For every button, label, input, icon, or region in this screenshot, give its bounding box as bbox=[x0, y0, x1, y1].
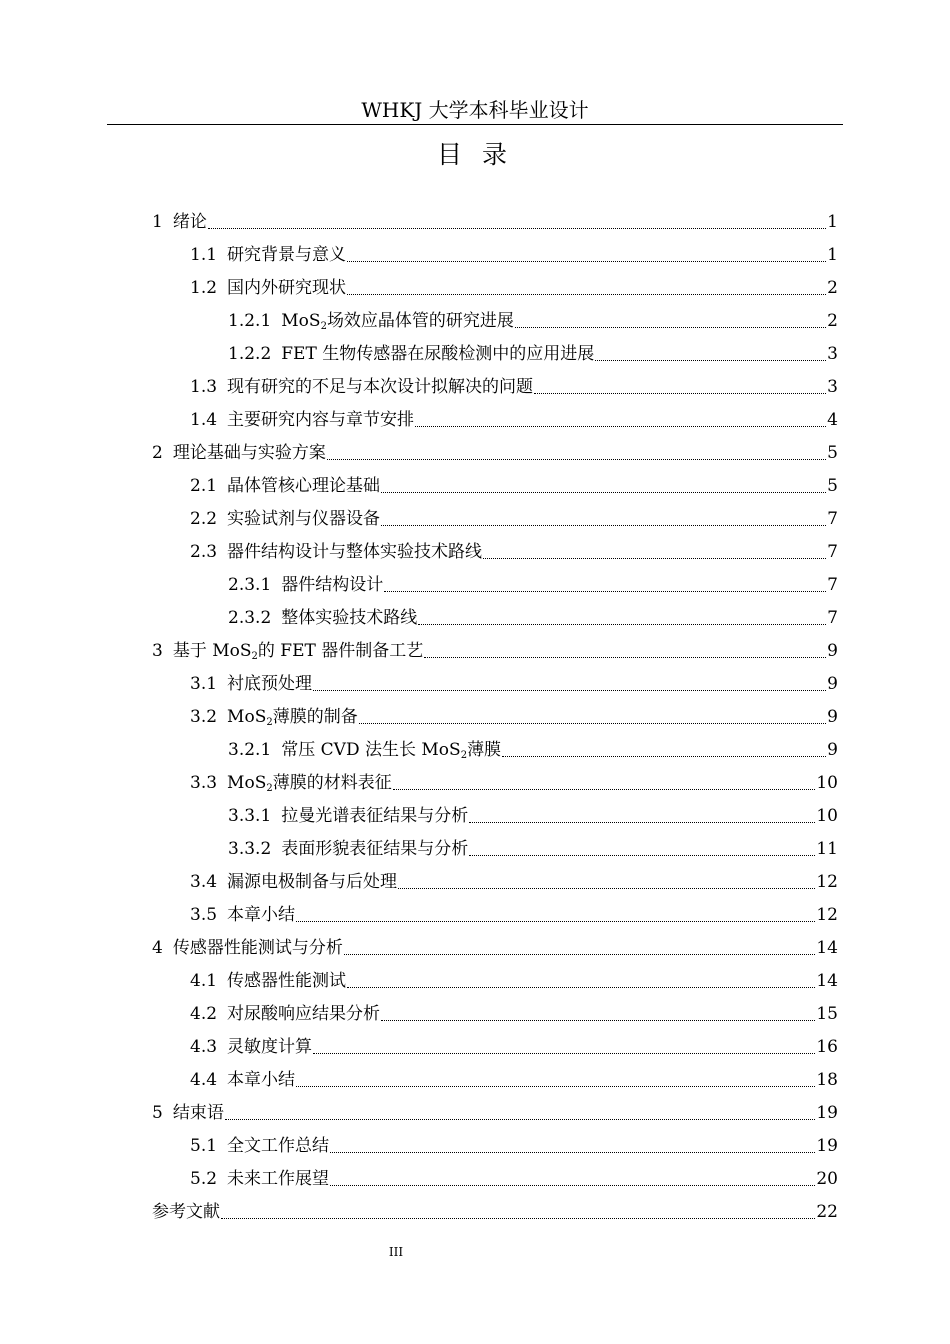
toc-dot-leader bbox=[327, 459, 826, 460]
table-of-contents bbox=[152, 205, 838, 1228]
toc-entry-page-number: 14 bbox=[816, 970, 838, 991]
toc-entry[interactable] bbox=[152, 865, 838, 898]
toc-entry-page-number: 3 bbox=[827, 376, 838, 397]
toc-entry-title bbox=[227, 244, 346, 266]
toc-dot-leader bbox=[313, 1053, 815, 1054]
page-title: 目 录 bbox=[437, 140, 513, 169]
toc-entry-title bbox=[152, 1201, 220, 1223]
toc-dot-leader bbox=[483, 558, 826, 559]
toc-dot-leader bbox=[347, 987, 815, 988]
toc-entry-page-number: 15 bbox=[816, 1003, 838, 1024]
toc-entry-title-text: 漏源电极制备与后处理 bbox=[227, 871, 398, 892]
toc-entry-subscript: 2 bbox=[266, 782, 273, 794]
toc-entry[interactable] bbox=[152, 997, 838, 1030]
toc-entry-title bbox=[227, 508, 380, 530]
toc-entry-number: 3.2.1 bbox=[228, 739, 272, 760]
toc-entry-title bbox=[227, 871, 397, 893]
toc-entry-title-text: 灵敏度计算 bbox=[227, 1036, 313, 1057]
toc-entry-page-number: 12 bbox=[816, 871, 838, 892]
toc-entry-title-text: 研究背景与意义 bbox=[227, 244, 347, 265]
toc-entry[interactable] bbox=[152, 502, 838, 535]
toc-entry-title bbox=[281, 838, 468, 860]
toc-entry-page-number: 10 bbox=[816, 805, 838, 826]
toc-entry-title bbox=[173, 937, 343, 959]
toc-entry-number: 1.3 bbox=[190, 376, 218, 397]
toc-dot-leader bbox=[384, 591, 826, 592]
toc-entry[interactable] bbox=[152, 898, 838, 931]
toc-entry-number: 4 bbox=[152, 937, 163, 958]
toc-entry-title-text: 本章小结 bbox=[227, 1069, 296, 1090]
toc-entry-page-number: 12 bbox=[816, 904, 838, 925]
toc-entry-title bbox=[281, 739, 501, 761]
toc-entry-number: 5.2 bbox=[190, 1168, 218, 1189]
toc-entry-number: 4.4 bbox=[190, 1069, 218, 1090]
toc-entry[interactable] bbox=[152, 799, 838, 832]
toc-entry-title-text: 实验试剂与仪器设备 bbox=[227, 508, 381, 529]
toc-entry[interactable] bbox=[152, 964, 838, 997]
toc-entry[interactable] bbox=[152, 1162, 838, 1195]
toc-dot-leader bbox=[469, 855, 815, 856]
toc-dot-leader bbox=[418, 624, 826, 625]
toc-entry-title bbox=[227, 409, 414, 431]
toc-dot-leader bbox=[344, 954, 816, 955]
toc-entry[interactable] bbox=[152, 1030, 838, 1063]
running-header: WHKJ 大学本科毕业设计 bbox=[361, 98, 589, 122]
toc-entry-title-text: 绪论 bbox=[172, 211, 207, 232]
toc-entry-number: 1.2.2 bbox=[228, 343, 272, 364]
toc-entry-title-text: 全文工作总结 bbox=[227, 1135, 330, 1156]
toc-entry-number: 3.2 bbox=[190, 706, 218, 727]
toc-entry-page-number: 7 bbox=[827, 607, 838, 628]
toc-entry[interactable] bbox=[152, 832, 838, 865]
toc-entry-page-number: 5 bbox=[827, 442, 838, 463]
toc-entry-number: 4.1 bbox=[190, 970, 218, 991]
toc-entry-page-number: 10 bbox=[816, 772, 838, 793]
toc-entry[interactable] bbox=[152, 436, 838, 469]
toc-entry-number: 2.3 bbox=[190, 541, 218, 562]
toc-entry-title-text: 器件结构设计 bbox=[281, 574, 384, 595]
toc-entry[interactable] bbox=[152, 931, 838, 964]
toc-entry[interactable] bbox=[152, 733, 838, 766]
toc-entry-page-number: 22 bbox=[816, 1201, 838, 1222]
toc-entry-title bbox=[281, 310, 514, 332]
toc-entry[interactable] bbox=[152, 634, 838, 667]
toc-entry-number: 5 bbox=[152, 1102, 163, 1123]
toc-entry-title-text: 参考文献 bbox=[152, 1201, 220, 1222]
toc-entry-page-number: 5 bbox=[827, 475, 838, 496]
toc-entry-title bbox=[227, 541, 482, 563]
toc-dot-leader bbox=[330, 1185, 815, 1186]
toc-entry-number: 1 bbox=[152, 211, 163, 232]
toc-dot-leader bbox=[296, 921, 815, 922]
toc-entry-title-text: 传感器性能测试与分析 bbox=[172, 937, 343, 958]
toc-dot-leader bbox=[381, 492, 826, 493]
toc-entry-number: 1.2 bbox=[190, 277, 218, 298]
toc-entry-subscript: 2 bbox=[266, 716, 273, 728]
toc-entry-number: 3.3.2 bbox=[228, 838, 272, 859]
toc-entry-title bbox=[281, 607, 417, 629]
toc-entry[interactable] bbox=[152, 667, 838, 700]
toc-dot-leader bbox=[225, 1119, 816, 1120]
toc-entry-title bbox=[227, 1135, 329, 1157]
toc-entry-page-number: 14 bbox=[816, 937, 838, 958]
toc-dot-leader bbox=[347, 261, 826, 262]
toc-dot-leader bbox=[313, 690, 826, 691]
toc-entry-page-number: 3 bbox=[827, 343, 838, 364]
toc-entry[interactable] bbox=[152, 304, 838, 337]
toc-entry-number: 1.2.1 bbox=[228, 310, 272, 331]
toc-entry-title-text: MoS bbox=[227, 706, 267, 727]
toc-entry-title bbox=[173, 1102, 224, 1124]
toc-dot-leader bbox=[347, 294, 826, 295]
toc-entry[interactable] bbox=[152, 1096, 838, 1129]
toc-entry-title bbox=[227, 1036, 312, 1058]
toc-dot-leader bbox=[208, 228, 826, 229]
toc-entry-number: 1.4 bbox=[190, 409, 218, 430]
toc-entry[interactable] bbox=[152, 535, 838, 568]
toc-entry-page-number: 7 bbox=[827, 508, 838, 529]
toc-entry-page-number: 7 bbox=[827, 574, 838, 595]
toc-entry-page-number: 9 bbox=[827, 706, 838, 727]
toc-entry-title-text: 拉曼光谱表征结果与分析 bbox=[281, 805, 469, 826]
toc-entry-title-text: 常压 CVD 法生长 MoS bbox=[281, 739, 461, 760]
toc-dot-leader bbox=[415, 426, 826, 427]
toc-entry-page-number: 2 bbox=[827, 277, 838, 298]
toc-entry[interactable] bbox=[152, 403, 838, 436]
toc-entry-title-text: 本章小结 bbox=[227, 904, 296, 925]
toc-entry-page-number: 11 bbox=[816, 838, 838, 859]
toc-entry[interactable] bbox=[152, 370, 838, 403]
toc-entry-subscript: 2 bbox=[320, 320, 327, 332]
toc-entry-number: 3 bbox=[152, 640, 163, 661]
toc-entry-title-text: 的 FET 器件制备工艺 bbox=[257, 640, 424, 661]
toc-entry-title-text: 薄膜的材料表征 bbox=[272, 772, 392, 793]
toc-entry-number: 2.2 bbox=[190, 508, 218, 529]
header-rule bbox=[107, 124, 843, 125]
toc-dot-leader bbox=[469, 822, 815, 823]
toc-entry[interactable] bbox=[152, 271, 838, 304]
toc-entry-title-text: 结束语 bbox=[172, 1102, 224, 1123]
toc-entry-number: 5.1 bbox=[190, 1135, 218, 1156]
toc-entry-title-text: 衬底预处理 bbox=[227, 673, 313, 694]
toc-entry-title-text: 对尿酸响应结果分析 bbox=[227, 1003, 381, 1024]
toc-entry-title-text: 薄膜的制备 bbox=[272, 706, 358, 727]
toc-entry-title bbox=[173, 640, 423, 662]
toc-entry-subscript: 2 bbox=[460, 749, 468, 761]
toc-entry-number: 3.3 bbox=[190, 772, 218, 793]
toc-dot-leader bbox=[515, 327, 826, 328]
toc-dot-leader bbox=[381, 1020, 815, 1021]
toc-entry-page-number: 20 bbox=[816, 1168, 838, 1189]
toc-dot-leader bbox=[595, 360, 826, 361]
toc-dot-leader bbox=[502, 756, 826, 757]
toc-entry-number: 2.3.2 bbox=[228, 607, 272, 628]
toc-entry-number: 3.3.1 bbox=[228, 805, 272, 826]
toc-entry-page-number: 9 bbox=[827, 739, 838, 760]
toc-entry-title-text: 传感器性能测试 bbox=[227, 970, 347, 991]
toc-entry-number: 1.1 bbox=[190, 244, 218, 265]
toc-entry[interactable] bbox=[152, 205, 838, 238]
toc-entry-title bbox=[227, 1168, 329, 1190]
toc-entry-title bbox=[281, 574, 383, 596]
toc-entry-title-text: 晶体管核心理论基础 bbox=[227, 475, 381, 496]
toc-entry-title-text: 国内外研究现状 bbox=[227, 277, 347, 298]
toc-entry-title bbox=[173, 211, 207, 233]
toc-entry[interactable] bbox=[152, 238, 838, 271]
toc-entry-page-number: 19 bbox=[816, 1102, 838, 1123]
toc-entry[interactable] bbox=[152, 1063, 838, 1096]
toc-entry-title bbox=[281, 343, 594, 365]
toc-entry-title-text: 场效应晶体管的研究进展 bbox=[326, 310, 514, 331]
toc-entry-number: 4.3 bbox=[190, 1036, 218, 1057]
toc-entry-title-text: MoS bbox=[281, 310, 321, 331]
toc-entry-title bbox=[227, 277, 346, 299]
toc-entry[interactable] bbox=[152, 568, 838, 601]
toc-entry-title bbox=[227, 1069, 295, 1091]
toc-entry-number: 4.2 bbox=[190, 1003, 218, 1024]
toc-dot-leader bbox=[221, 1218, 815, 1219]
toc-entry-number: 2 bbox=[152, 442, 163, 463]
toc-entry-title bbox=[227, 673, 312, 695]
toc-entry-page-number: 18 bbox=[816, 1069, 838, 1090]
toc-entry-page-number: 7 bbox=[827, 541, 838, 562]
toc-entry-title-text: FET 生物传感器在尿酸检测中的应用进展 bbox=[281, 343, 595, 364]
toc-entry[interactable] bbox=[152, 601, 838, 634]
toc-entry-page-number: 9 bbox=[827, 673, 838, 694]
toc-entry-number: 3.1 bbox=[190, 673, 218, 694]
toc-entry-title-text: 未来工作展望 bbox=[227, 1168, 330, 1189]
toc-entry-page-number: 2 bbox=[827, 310, 838, 331]
toc-dot-leader bbox=[398, 888, 815, 889]
toc-dot-leader bbox=[393, 789, 816, 790]
toc-entry-title-text: 主要研究内容与章节安排 bbox=[227, 409, 415, 430]
page-number-footer: III bbox=[388, 1245, 404, 1259]
toc-entry-number: 3.5 bbox=[190, 904, 218, 925]
toc-entry-page-number: 16 bbox=[816, 1036, 838, 1057]
toc-dot-leader bbox=[424, 657, 826, 658]
toc-entry-title-text: 理论基础与实验方案 bbox=[172, 442, 326, 463]
toc-entry-title bbox=[227, 475, 380, 497]
toc-entry-title bbox=[227, 772, 392, 794]
toc-entry[interactable] bbox=[152, 337, 838, 370]
toc-entry-title bbox=[227, 706, 358, 728]
toc-entry-page-number: 1 bbox=[827, 244, 838, 265]
toc-entry-title bbox=[227, 970, 346, 992]
toc-entry-number: 2.1 bbox=[190, 475, 218, 496]
toc-entry-number: 2.3.1 bbox=[228, 574, 272, 595]
toc-entry[interactable] bbox=[152, 469, 838, 502]
toc-entry-page-number: 1 bbox=[827, 211, 838, 232]
toc-dot-leader bbox=[381, 525, 826, 526]
toc-entry[interactable] bbox=[152, 1195, 838, 1228]
toc-entry-number: 3.4 bbox=[190, 871, 218, 892]
toc-entry-title bbox=[281, 805, 468, 827]
toc-entry-page-number: 19 bbox=[816, 1135, 838, 1156]
toc-entry-title-text: 表面形貌表征结果与分析 bbox=[281, 838, 469, 859]
toc-entry-title bbox=[173, 442, 326, 464]
toc-entry-title-text: 基于 MoS bbox=[172, 640, 252, 661]
toc-entry[interactable] bbox=[152, 766, 838, 799]
toc-entry-title bbox=[227, 1003, 380, 1025]
toc-entry-title-text: 整体实验技术路线 bbox=[281, 607, 418, 628]
toc-entry-subscript: 2 bbox=[251, 650, 258, 662]
toc-entry-title-text: 器件结构设计与整体实验技术路线 bbox=[227, 541, 483, 562]
toc-entry-title-text: 现有研究的不足与本次设计拟解决的问题 bbox=[227, 376, 534, 397]
toc-dot-leader bbox=[330, 1152, 815, 1153]
toc-entry[interactable] bbox=[152, 700, 838, 733]
toc-entry-title bbox=[227, 376, 533, 398]
toc-entry[interactable] bbox=[152, 1129, 838, 1162]
toc-dot-leader bbox=[534, 393, 826, 394]
toc-entry-title-text: 薄膜 bbox=[467, 739, 502, 760]
toc-dot-leader bbox=[296, 1086, 815, 1087]
toc-entry-title-text: MoS bbox=[227, 772, 267, 793]
toc-entry-page-number: 9 bbox=[827, 640, 838, 661]
toc-entry-title bbox=[227, 904, 295, 926]
toc-dot-leader bbox=[359, 723, 826, 724]
toc-entry-page-number: 4 bbox=[827, 409, 838, 430]
